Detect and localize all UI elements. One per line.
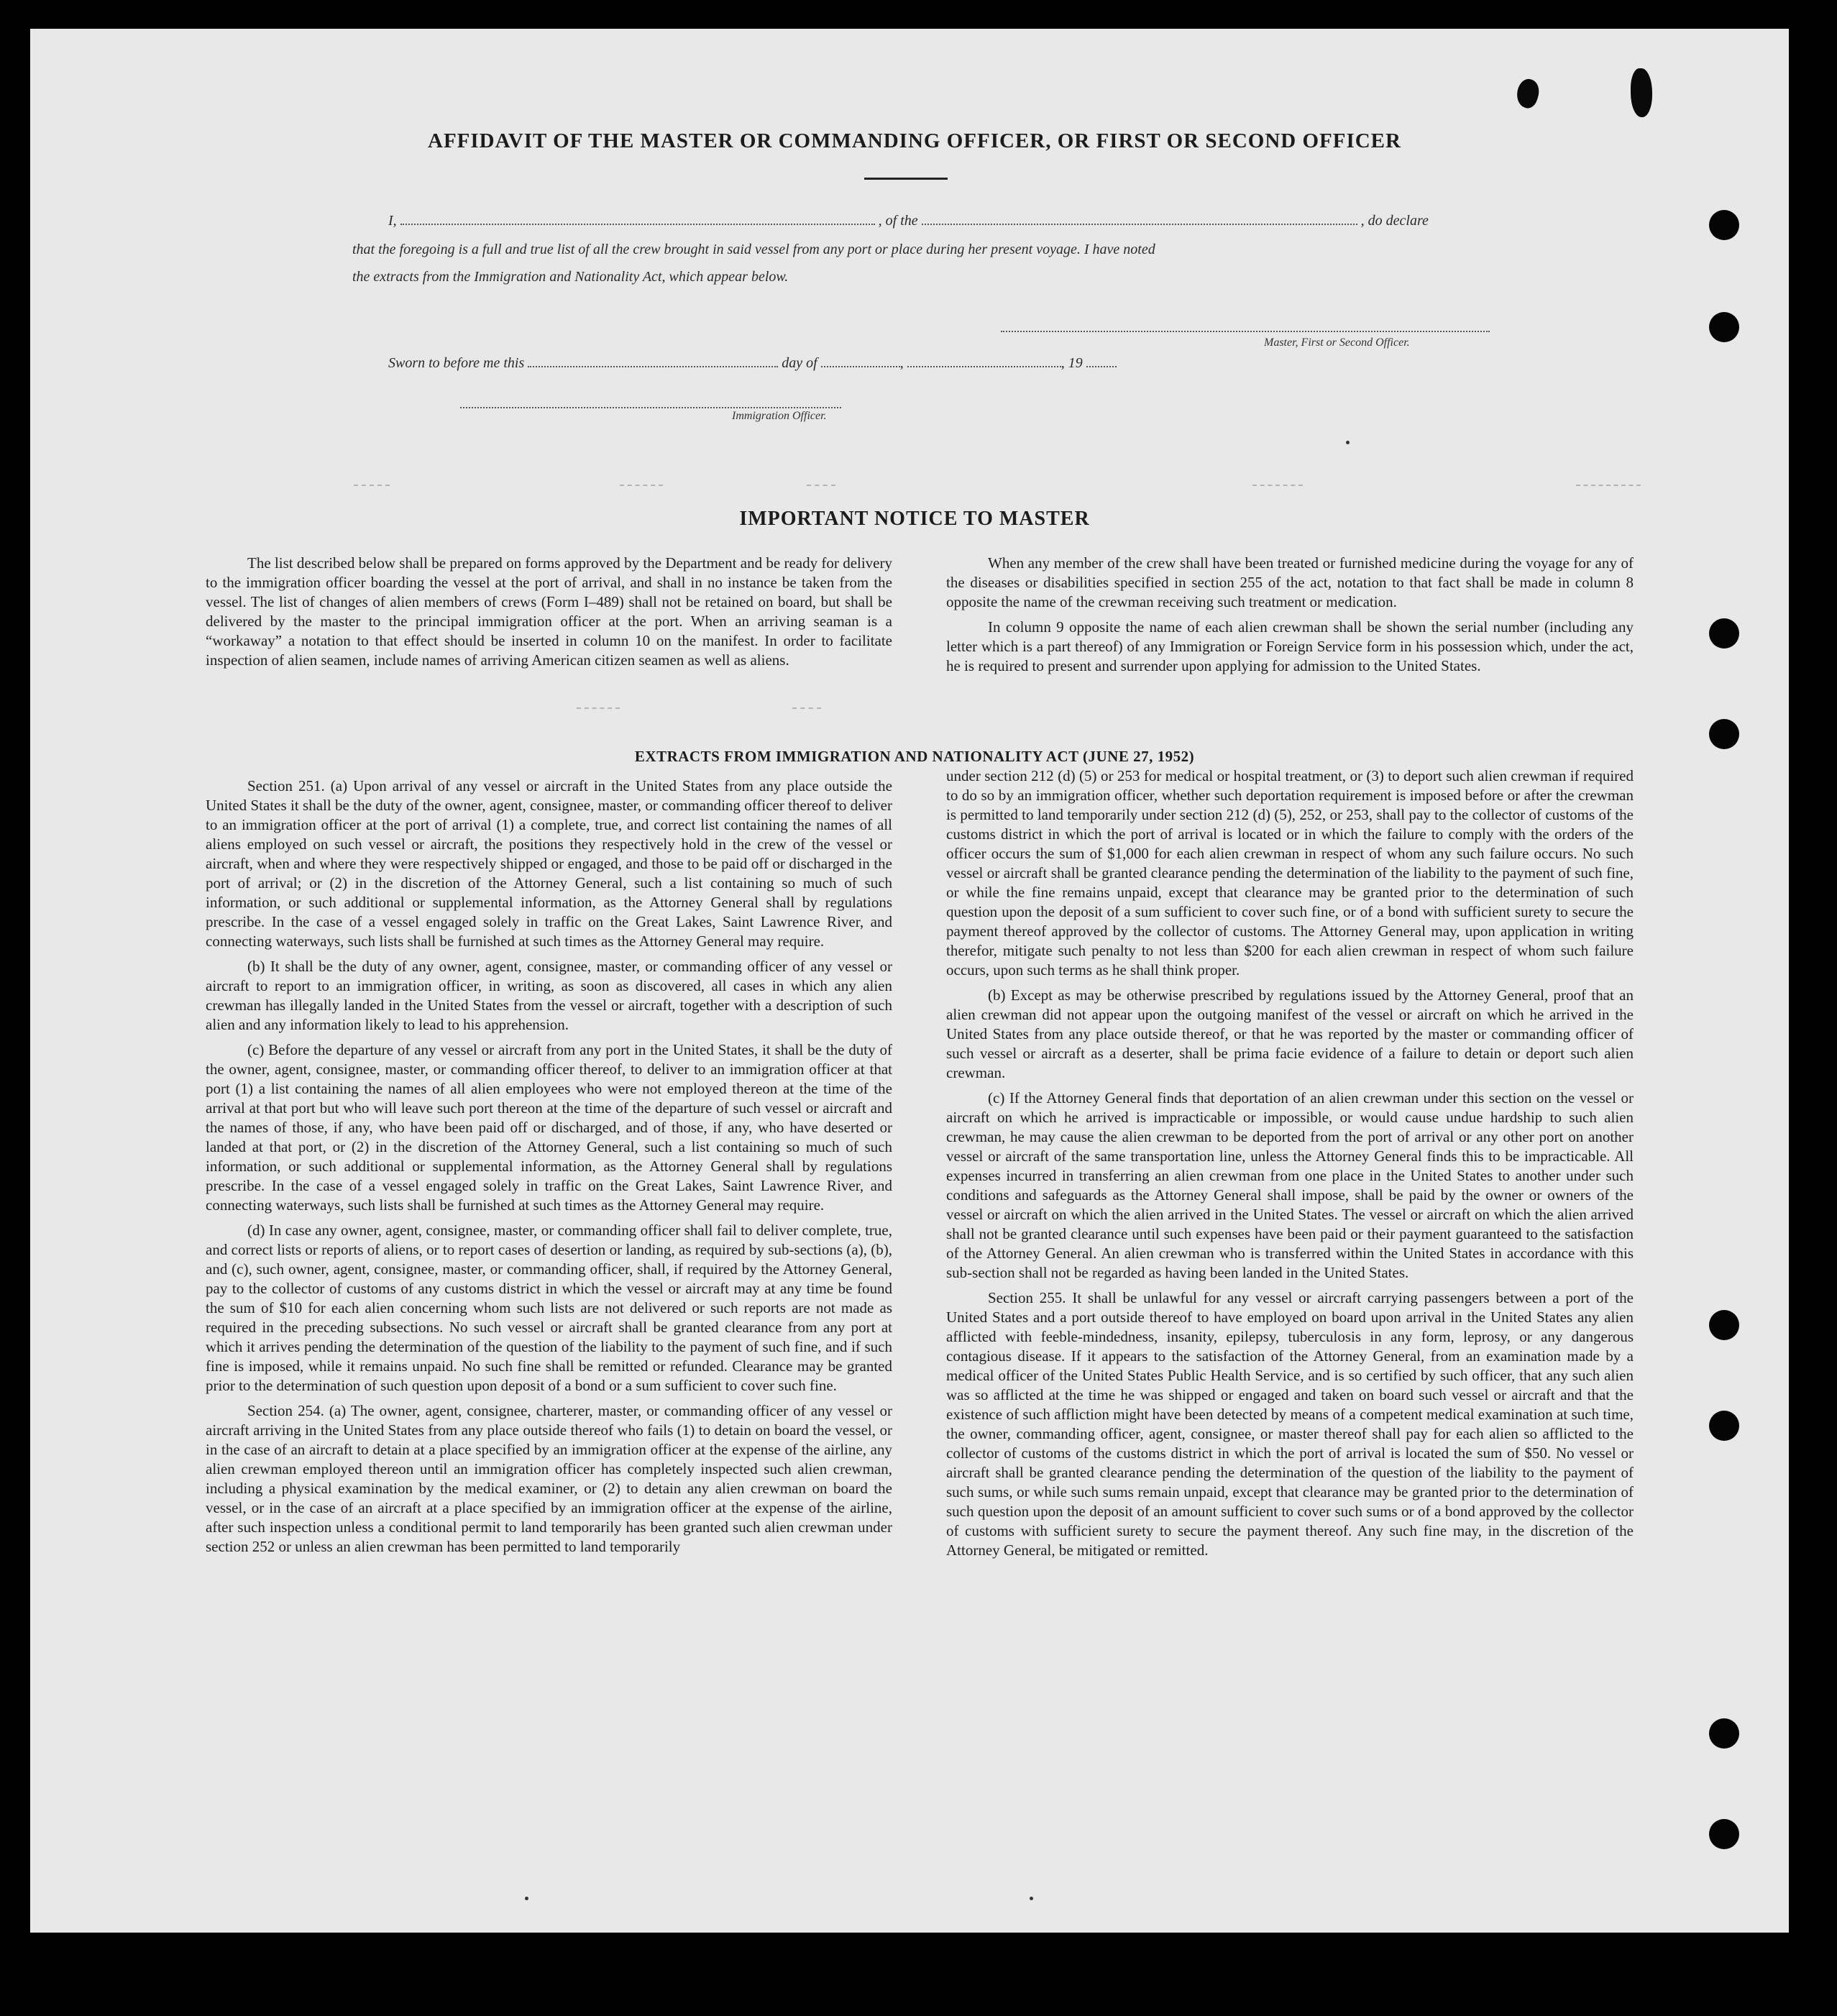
extracts-left-column xyxy=(206,776,892,1557)
of-the-label: , of the xyxy=(878,213,918,229)
sworn-month-field[interactable] xyxy=(821,356,900,367)
notice-title: IMPORTANT NOTICE TO MASTER xyxy=(739,508,1090,530)
separator xyxy=(354,485,390,486)
sworn-line xyxy=(388,355,1117,372)
document-page xyxy=(30,29,1789,1933)
speck xyxy=(525,1897,528,1900)
act-paragraph: Section 255. It shall be unlawful for any vessel or aircraft carrying passengers between a port of the United States and a port outside thereof to have employed on board upon arrival in the United States any alien afflicted with feeble-mindedness, insanity, epilepsy, tuberculosis in any form, leprosy, or any dangerous contagious disease. If it appears to the satisfaction of the Attorney General, from an examination made by a medical officer of the United States Public Health Service, and is so certified by such officer, that any such alien was so afflicted at the time he was shipped or engaged and taken on board such vessel or aircraft and that the existence of such affliction might have been detected by means of a competent medical examination at such time, the owner, commanding officer, agent, consignee, or master thereof shall pay for each alien so afflicted to the collector of customs of the customs district in which the port of arrival is located the sum of $50. No vessel or aircraft shall be granted clearance pending the determination of the question of the liability to the payment of such sums, or while such sums remain unpaid, except that clearance may be granted prior to the determination of such question upon the deposit of an amount sufficient to cover such sums or of a bond approved by the collector of customs with sufficient surety to secure the payment thereof. Any such fine may, in the discretion of the Attorney General, be mitigated or remitted. xyxy=(946,1289,1634,1559)
ink-blot xyxy=(1513,76,1543,110)
act-paragraph: (c) Before the departure of any vessel or aircraft from any port in the United States, it shall be the duty of the owner, agent, consignee, master, or commanding officer thereof, to deliver to an immigration officer at that port (1) a list containing the names of all alien employees who were not employed thereon at the time of the arrival at that port but who will leave such port thereon at the time of the departure of such vessel or aircraft and the names of those, if any, who have been paid off or discharged, and of those, if any, who have deserted or landed at that port, or (2) in the discretion of the Attorney General, such a list containing so much of such information, or such additional or supplemental information, as the Attorney General shall by regulations prescribe. In the case of a vessel engaged solely in traffic on the Great Lakes, Saint Lawrence River, and connecting waterways, such lists shall be furnished at such times as the Attorney General may require. xyxy=(206,1041,892,1214)
name-field[interactable] xyxy=(400,214,875,225)
officer-signature-line[interactable] xyxy=(460,407,841,408)
separator xyxy=(807,485,835,486)
master-signature-line[interactable] xyxy=(1001,331,1490,332)
notice-right-column xyxy=(946,554,1634,676)
punch-hole xyxy=(1709,1819,1739,1849)
comma-label: , xyxy=(899,355,904,371)
vessel-field[interactable] xyxy=(922,214,1357,225)
act-paragraph: under section 212 (d) (5) or 253 for medical or hospital treatment, or (3) to deport such alien crewman if required to do so by an immigration officer, whether such deportation requirement is imposed before or after the crewman is permitted to land temporarily under section 212 (d) (5), 252, or 253, shall pay to the collector of customs of the customs district in which the port of arrival is located or in which the failure to comply with the orders of the officer occurs the sum of $1,000 for each alien crewman in respect of whom any such failure occurs. No such vessel or aircraft shall be granted clearance pending the determination of the liability to the payment of such fine, or while the fine remains unpaid, except that clearance may be granted prior to the determination of such question upon the deposit of a sum sufficient to cover such fine, or of a bond with sufficient surety to secure the payment thereof approved by the collector of customs. The Attorney General may, upon application in writing therefor, mitigate such penalty to not less than $200 for each alien crewman in respect of whom such failure occurs, upon such terms as he shall think proper. xyxy=(946,767,1634,979)
affidavit-title: AFFIDAVIT OF THE MASTER OR COMMANDING OFFICER, OR FIRST OR SECOND OFFICER xyxy=(428,129,1401,152)
notice-paragraph: In column 9 opposite the name of each alien crewman shall be shown the serial number (including any letter which is a part thereof) of any Immigration or Foreign Service form in his possession which, under the act, he is required to present and surrender upon applying for admission to the United States. xyxy=(946,618,1634,674)
separator xyxy=(1576,485,1641,486)
extracts-title: EXTRACTS FROM IMMIGRATION AND NATIONALITY ACT (JUNE 27, 1952) xyxy=(634,748,1195,765)
statement-line: that the foregoing is a full and true list of all the crew brought in said vessel from any port or place during her present voyage. I have noted xyxy=(352,242,1155,257)
declaration-line xyxy=(388,213,1429,229)
sworn-year-field[interactable] xyxy=(1086,356,1117,367)
punch-hole xyxy=(1709,1411,1739,1441)
punch-hole xyxy=(1709,210,1739,240)
punch-hole xyxy=(1709,1310,1739,1340)
act-paragraph: (c) If the Attorney General finds that deportation of an alien crewman under this section on the vessel or aircraft on which he arrived is impracticable or impossible, or would cause undue hardship to such alien crewman, he may cause the alien crewman to be deported from the port of arrival or any other port on another vessel or aircraft of the same transportation line, unless the Attorney General finds this to be impracticable. All expenses incurred in transferring an alien crewman from one place in the United States to another under such conditions and safeguards as the Attorney General shall impose, shall be paid by the owner or owners of the vessel or aircraft on which the alien arrived in the United States. The vessel or aircraft on which the alien arrived shall not be granted clearance until such expenses have been paid or their payment guaranteed to the satisfaction of the Attorney General. An alien crewman who is transferred within the United States in accordance with this sub-section shall not be regarded as having been landed in the United States. xyxy=(946,1089,1634,1281)
speck xyxy=(1030,1897,1033,1900)
separator xyxy=(620,485,663,486)
master-caption: Master, First or Second Officer. xyxy=(1264,336,1410,349)
act-paragraph: (b) It shall be the duty of any owner, agent, consignee, master, or commanding officer of any vessel or aircraft to report to an immigration officer, in writing, as soon as discovered, all cases in which any alien crewman has illegally landed in the United States from the vessel or aircraft, together with a description of such alien and any information likely to lead to his apprehension. xyxy=(206,958,892,1033)
act-paragraph: Section 251. (a) Upon arrival of any vessel or aircraft in the United States from any place outside the United States it shall be the duty of the owner, agent, consignee, master, or commanding officer thereof to deliver to an immigration officer at the port of arrival (1) a complete, true, and correct list containing the names of all aliens employed on such vessel or aircraft, the positions they respectively hold in the crew of the vessel or aircraft, when and where they were respectively shipped or engaged, and those to be paid off or discharged in the port of arrival; or (2) in the discretion of the Attorney General, such a list containing so much of such information, or such additional or supplemental information, as the Attorney General shall by regulations prescribe. In the case of a vessel engaged solely in traffic on the Great Lakes, Saint Lawrence River, and connecting waterways, such lists shall be furnished at such times as the Attorney General may require. xyxy=(206,777,892,950)
punch-hole xyxy=(1709,618,1739,649)
punch-hole xyxy=(1709,719,1739,749)
notice-paragraph: The list described below shall be prepared on forms approved by the Department and be ready for delivery to the immigration officer boarding the vessel at the port of arrival, and shall in no instance be taken from the vessel. The list of changes of alien members of crews (Form I–489) shall not be retained on board, but shall be delivered by the master to the principal immigration officer at the port. When an arriving seaman is a “workaway” a notation to that effect should be inserted in column 10 on the manifest. In order to facilitate inspection of alien seamen, include names of arriving American citizen seamen as well as aliens. xyxy=(206,554,892,669)
sworn-label: Sworn to before me this xyxy=(388,355,525,371)
ink-blot xyxy=(1631,68,1652,117)
notice-left-column xyxy=(206,554,892,670)
punch-hole xyxy=(1709,1718,1739,1749)
extracts-right-column xyxy=(946,766,1634,1560)
title-rule xyxy=(864,178,948,180)
i-label: I, xyxy=(388,213,397,229)
separator xyxy=(1252,485,1303,486)
sworn-day-field[interactable] xyxy=(528,356,778,367)
sworn-date-field[interactable] xyxy=(907,356,1061,367)
notice-paragraph: When any member of the crew shall have been treated or furnished medicine during the voyage for any of the diseases or disabilities specified in section 255 of the act, notation to that fact shall be made in column 8 opposite the name of the crewman receiving such treatment or medication. xyxy=(946,554,1634,610)
officer-caption: Immigration Officer. xyxy=(732,410,827,422)
speck xyxy=(1346,441,1350,444)
year-label: , 19 xyxy=(1060,355,1083,371)
separator xyxy=(792,707,821,709)
act-paragraph: (b) Except as may be otherwise prescribed by regulations issued by the Attorney General, proof that an alien crewman did not appear upon the outgoing manifest of the vessel or aircraft on which he arrived in the United States from any place outside thereof, or that he was reported by the master or commanding officer of such vessel or aircraft as a deserter, shall be prima facie evidence of a failure to detain or deport such alien crewman. xyxy=(946,986,1634,1081)
day-of-label: day of xyxy=(782,355,817,371)
act-paragraph: Section 254. (a) The owner, agent, consignee, charterer, master, or commanding officer of any vessel or aircraft arriving in the United States from any place outside thereof who fails (1) to detain on board the vessel, or in the case of an aircraft to detain at a place specified by an immigration officer at the expense of the airline, any alien crewman employed thereon until an immigration officer has completely inspected such alien crewman, including a physical examination by the medical examiner, or (2) to detain any alien crewman on board the vessel, or in the case of an aircraft at a place specified by an immigration officer at the expense of the airline, after such inspection unless a conditional permit to land temporarily has been granted such alien crewman under section 252 or unless an alien crewman has been permitted to land temporarily xyxy=(206,1402,892,1555)
punch-hole xyxy=(1709,312,1739,342)
act-paragraph: (d) In case any owner, agent, consignee, master, or commanding officer shall fail to deliver complete, true, and correct lists or reports of aliens, or to report cases of desertion or landing, as required by sub-sections (a), (b), and (c), such owner, agent, consignee, master, or commanding officer, shall, if required by the Attorney General, pay to the collector of customs of any customs district in which the vessel or aircraft may at any time be found the sum of $10 for each alien concerning whom such lists are not delivered or such reports are not made as required in the preceding subsections. No such vessel or aircraft shall be granted clearance from any port at which it arrives pending the determination of the question of the liability to the payment of such fine, and if such fine is imposed, while it remains unpaid. No such fine shall be remitted or refunded. Clearance may be granted prior to the determination of such question upon deposit of a bond or a sum sufficient to cover such fine. xyxy=(206,1222,892,1394)
statement-line: the extracts from the Immigration and Nationality Act, which appear below. xyxy=(352,269,789,285)
separator xyxy=(577,707,620,709)
do-declare-label: , do declare xyxy=(1360,213,1429,229)
